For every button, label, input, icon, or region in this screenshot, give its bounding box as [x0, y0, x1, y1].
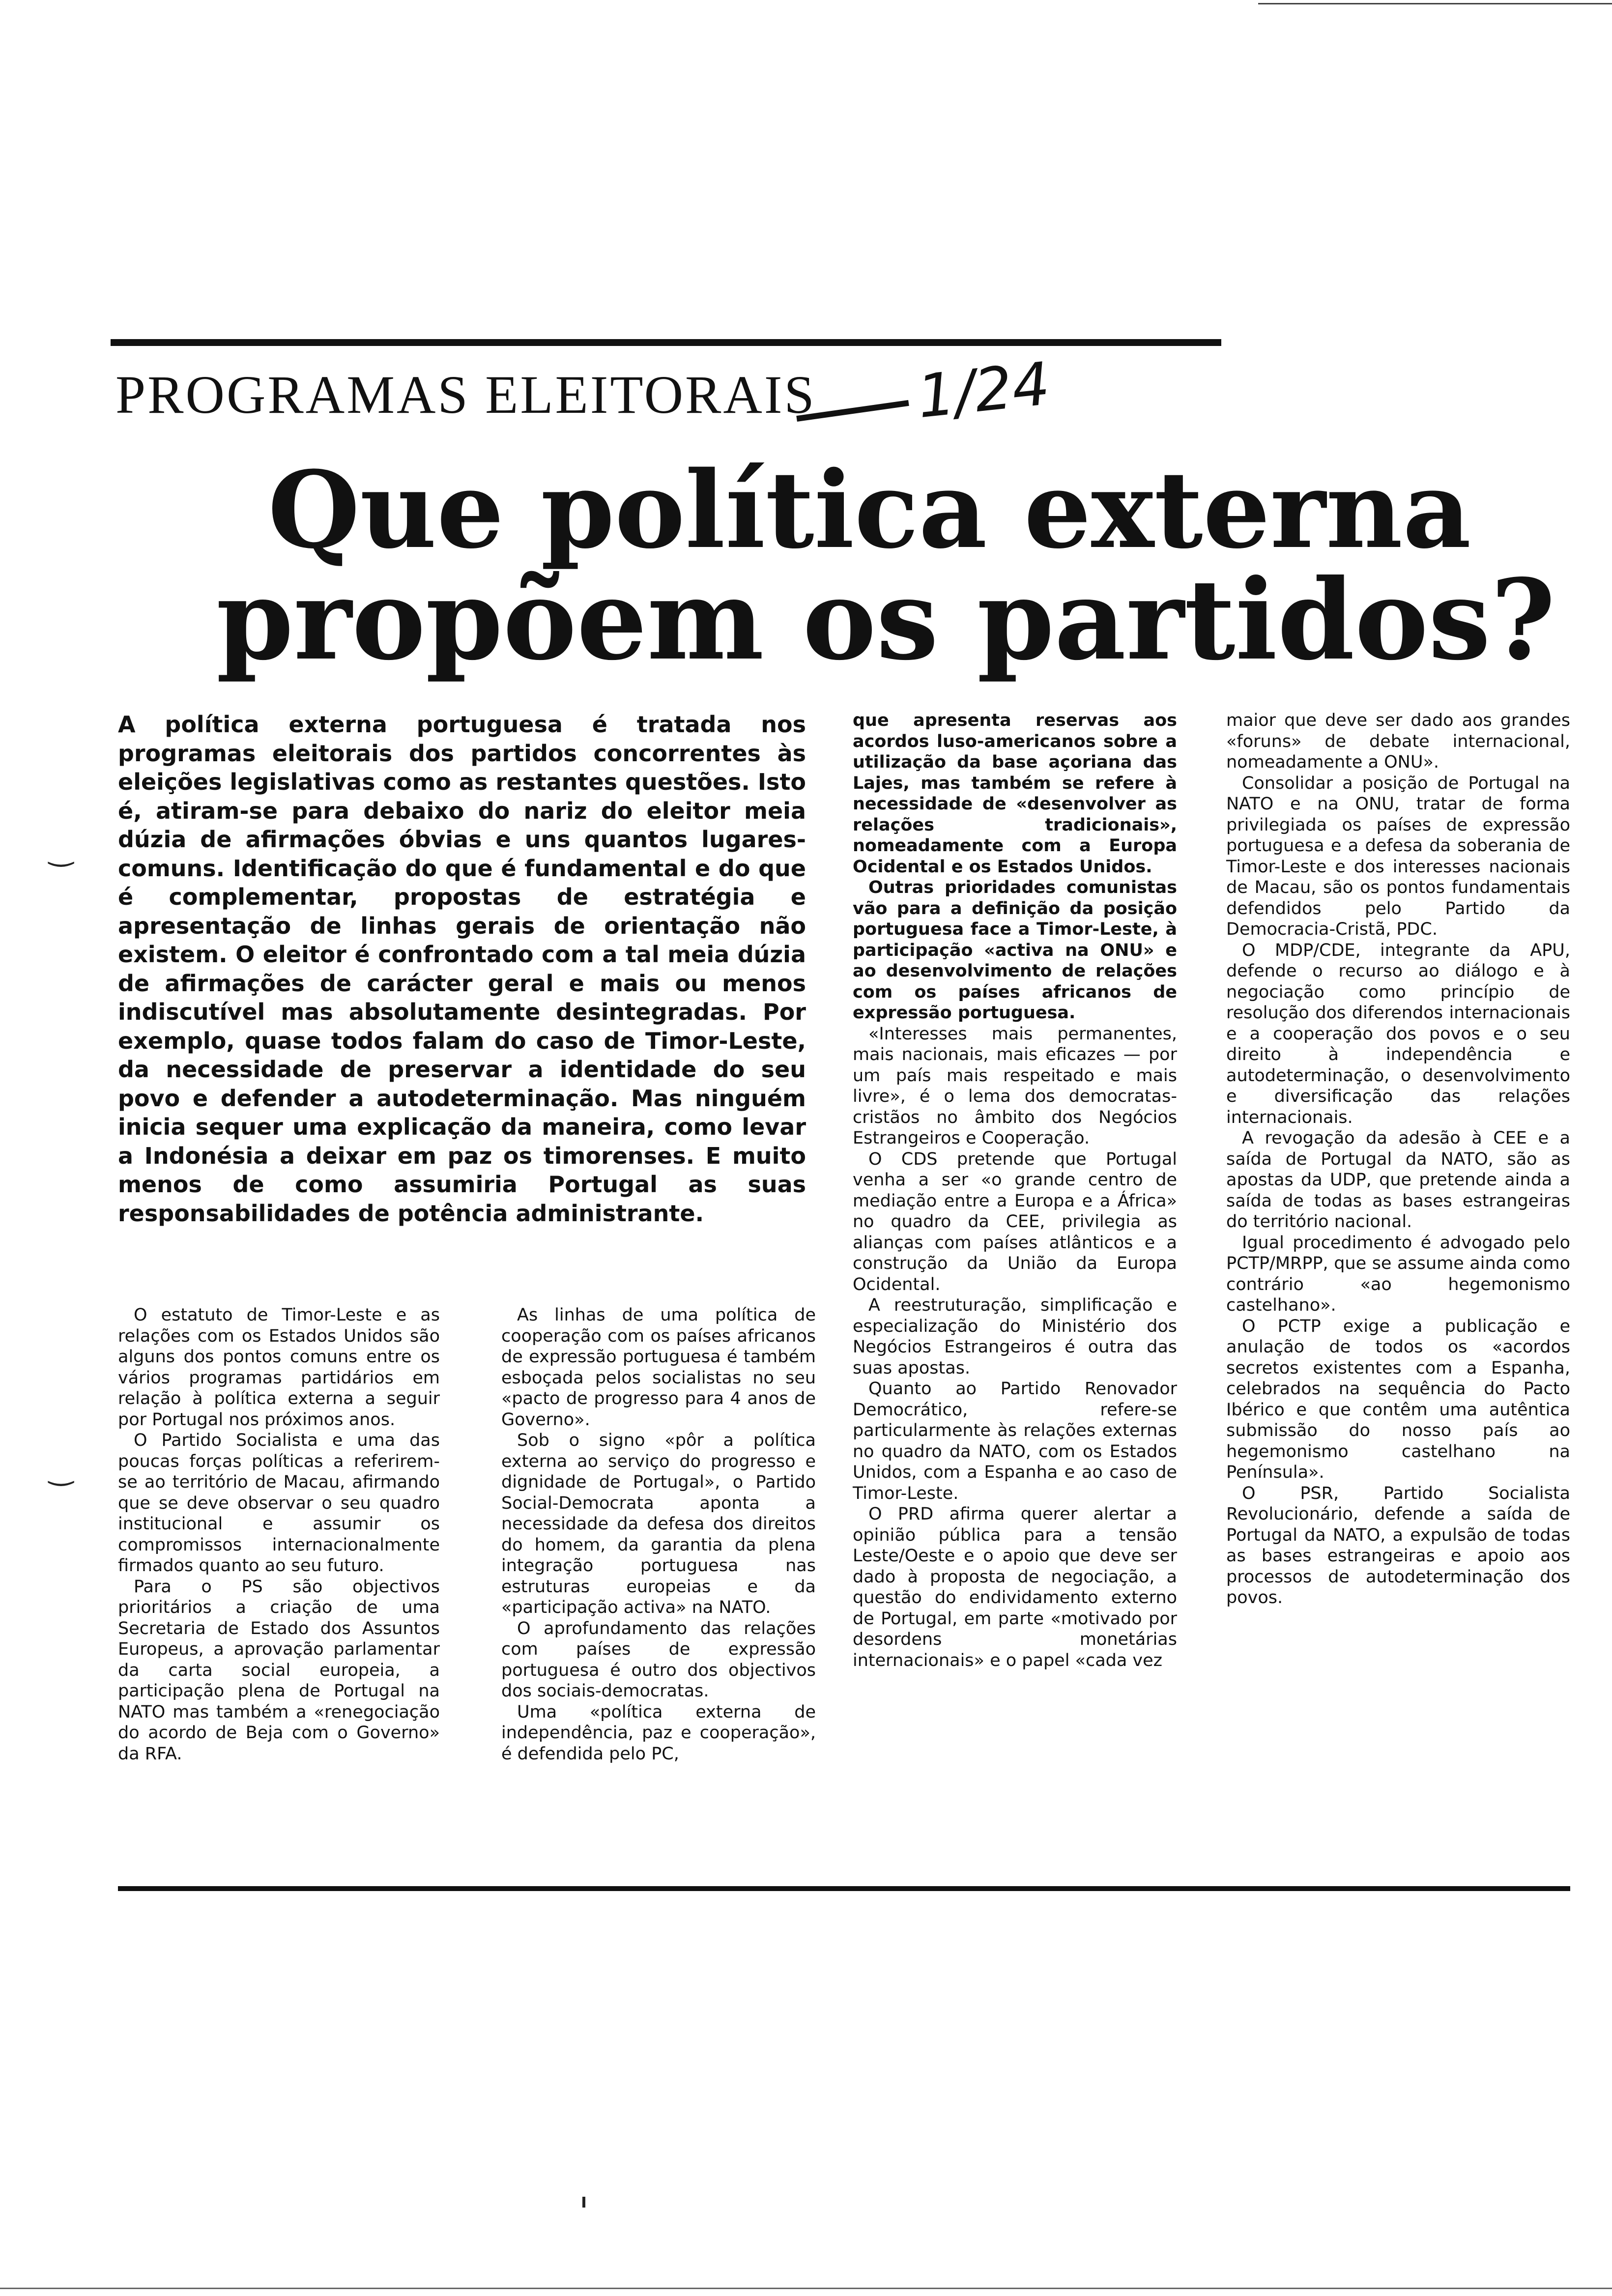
bottom-edge-line — [0, 2288, 1612, 2289]
margin-mark-bottom: ‿ — [49, 1452, 73, 1487]
section-label: PROGRAMAS ELEITORAIS — [115, 365, 816, 425]
col3-paragraph: Outras prioridades comunistas vão para a definição da posição portuguesa face a Timor-Leste, à participação «activa na ONU» e ao desenvolvimento de relações com os países africanos de expressão portuguesa. — [853, 878, 1177, 1023]
col2-paragraph: Sob o signo «pôr a política externa ao serviço do progresso e dignidade de Portugal», o Partido Social-Democrata aponta a necessidade da defesa dos direitos do homem, da garantia da plena integração portuguesa nas estruturas europeias e da «participação activa» na NATO. — [501, 1431, 816, 1617]
scan-edge-line — [1258, 3, 1612, 4]
col3-paragraph: Quanto ao Partido Renovador Democrático, refere-se particularmente às relações externas no quadro da NATO, com os Estados Unidos, com a Espanha e ao caso de Timor-Leste. — [853, 1379, 1177, 1503]
col4-paragraph: O MDP/CDE, integrante da APU, defende o recurso ao diálogo e à negociação como princípio de resolução dos diferendos internacionais e a cooperação dos povos e o seu direito à independência e autodeterminação, o desenvolvimento e diversificação das relações internacionais. — [1226, 940, 1570, 1127]
col2-paragraph: O aprofundamento das relações com países de expressão portuguesa é outro dos objectivos dos sociais-democratas. — [501, 1618, 816, 1701]
col4-paragraph: O PSR, Partido Socialista Revolucionário, defende a saída de Portugal da NATO, a expulsão de todas as bases estrangeiras e apoio aos processos de autodeterminação dos povos. — [1226, 1483, 1570, 1607]
column-2 — [501, 1305, 816, 1764]
handwritten-note: 1/24 — [914, 349, 1053, 432]
headline-line-1: Que política externa — [268, 448, 1471, 572]
col4-paragraph: Igual procedimento é advogado pelo PCTP/MRPP, que se assume ainda como contrário «ao hegemonismo castelhano». — [1226, 1233, 1570, 1315]
col3-paragraph: A reestruturação, simplificação e especialização do Ministério dos Negócios Estrangeiros é outra das suas apostas. — [853, 1295, 1177, 1378]
bottom-rule — [118, 1886, 1570, 1891]
column-1 — [118, 1305, 440, 1764]
col1-paragraph: O Partido Socialista e uma das poucas forças políticas a referirem-se ao território de Macau, afirmando que se deve observar o seu quadro institucional e assumir os compromissos internacionalmente firmados quanto ao seu futuro. — [118, 1431, 440, 1576]
col2-paragraph: Uma «política externa de independência, paz e cooperação», é defendida pelo PC, — [501, 1702, 816, 1764]
headline-line-2: propõem os partidos? — [216, 555, 1555, 685]
column-3 — [853, 710, 1177, 1671]
col3-paragraph: O PRD afirma querer alertar a opinião pública para a tensão Leste/Oeste e o apoio que deve ser dado à proposta de negociação, a questão do endividamento externo de Portugal, em parte «motivado por desordens monetárias internacionais» e o papel «cada vez — [853, 1504, 1177, 1670]
col1-paragraph: Para o PS são objectivos prioritários a criação de uma Secretaria de Estado dos Assuntos Europeus, a aprovação parlamentar da carta social europeia, a participação plena de Portugal na NATO mas também a «renegociação do acordo de Beja com o Governo» da RFA. — [118, 1577, 440, 1764]
col3-paragraph: «Interesses mais permanentes, mais nacionais, mais eficazes — por um país mais respeitado e mais livre», é o lema dos democratas-cristãos no âmbito dos Negócios Estrangeiros e Cooperação. — [853, 1024, 1177, 1148]
col4-paragraph: maior que deve ser dado aos grandes «foruns» de debate internacional, nomeadamente a ONU». — [1226, 711, 1570, 772]
col3-paragraph: O CDS pretende que Portugal venha a ser «o grande centro de mediação entre a Europa e a África» no quadro da CEE, privilegia as alianças com países atlânticos e a construção da União da Europa Ocidental. — [853, 1149, 1177, 1294]
top-rule — [111, 339, 1221, 346]
col2-paragraph: As linhas de uma política de cooperação com os países africanos de expressão portuguesa é também esboçada pelos socialistas no seu «pacto de progresso para 4 anos de Governo». — [501, 1305, 816, 1430]
col4-paragraph: Consolidar a posição de Portugal na NATO e na ONU, tratar de forma privilegiada os países de expressão portuguesa e a defesa da soberania de Timor-Leste e dos interesses nacionais de Macau, são os pontos fundamentais defendidos pelo Partido da Democracia-Cristã, PDC. — [1226, 773, 1570, 939]
col4-paragraph: O PCTP exige a publicação e anulação de todos os «acordos secretos existentes com a Espanha, celebrados na sequência do Pacto Ibérico e que contêm uma autêntica submissão do nosso país ao hegemonismo castelhano na Península». — [1226, 1316, 1570, 1482]
margin-mark-top: ‿ — [49, 833, 73, 867]
lead-paragraph: A política externa portuguesa é tratada nos programas eleitorais dos partidos concorrentes às eleições legislativas como as restantes questões. Isto é, atiram-se para debaixo do nariz do eleitor meia dúzia de afirmações óbvias e uns quantos lugares-comuns. Identificação do que é fundamental e do que é complementar, propostas de estratégia e apresentação de linhas gerais de orientação não existem. O eleitor é confrontado com a tal meia dúzia de afirmações de carácter geral e mais ou menos indiscutível mas absolutamente desintegradas. Por exemplo, quase todos falam do caso de Timor-Leste, da necessidade de preservar a identidade do seu povo e defender a autodeterminação. Mas ninguém inicia sequer uma explicação da maneira, como levar a Indonésia a deixar em paz os timorenses. E muito menos de como assumiria Portugal as suas responsabilidades de potência administrante. — [118, 711, 806, 1227]
scan-speck — [582, 2197, 585, 2208]
col4-paragraph: A revogação da adesão à CEE e a saída de Portugal da NATO, são as apostas da UDP, que pretende ainda a saída de todas as bases estrangeiras do território nacional. — [1226, 1128, 1570, 1232]
col3-paragraph: que apresenta reservas aos acordos luso-americanos sobre a utilização da base açoriana das Lajes, mas também se refere à necessidade de «desenvolver as relações tradicionais», nomeadamente com a Europa Ocidental e os Estados Unidos. — [853, 711, 1177, 877]
column-4 — [1226, 710, 1570, 1608]
col1-paragraph: O estatuto de Timor-Leste e as relações com os Estados Unidos são alguns dos pontos comuns entre os vários programas partidários em relação à política externa a seguir por Portugal nos próximos anos. — [118, 1305, 440, 1430]
